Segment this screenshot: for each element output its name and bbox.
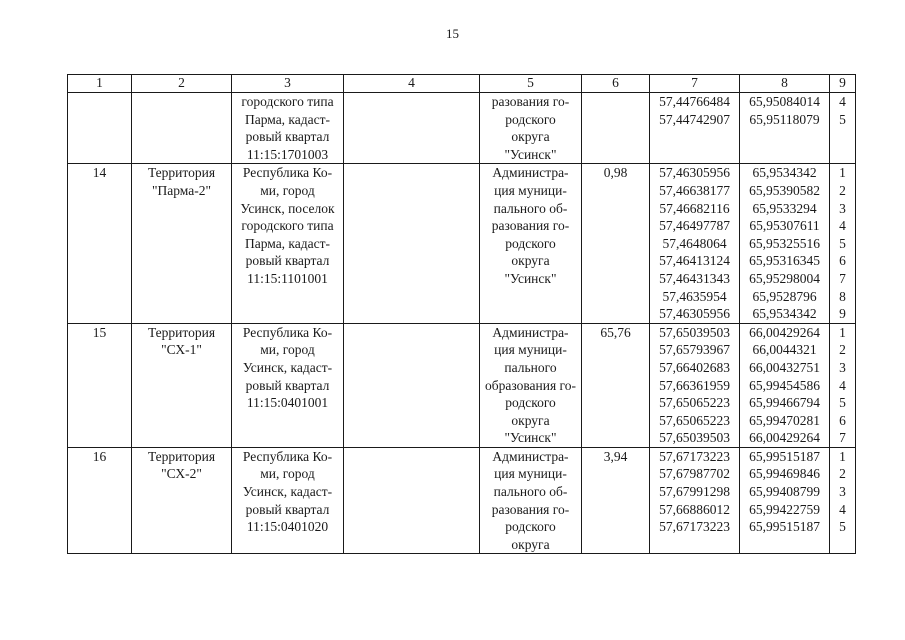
cell-line: Администра- bbox=[492, 165, 569, 181]
cell-line: "СХ-2" bbox=[161, 466, 202, 482]
cell-line: ровый квартал bbox=[245, 129, 330, 145]
area-cell: 0,98 bbox=[582, 164, 650, 323]
cell-line: 57,44766484 bbox=[659, 94, 730, 109]
cell-line: разования го- bbox=[491, 501, 570, 517]
cell-line: 65,95325516 bbox=[749, 235, 820, 251]
cell-line: 6 bbox=[839, 253, 846, 269]
owner-cell bbox=[480, 447, 582, 554]
column-header: 4 bbox=[344, 75, 480, 93]
cell-line: 65,95298004 bbox=[749, 270, 820, 286]
territory-name-cell bbox=[132, 93, 232, 164]
cell-line: округа bbox=[511, 412, 550, 428]
cell-line: Республика Ко- bbox=[242, 448, 333, 464]
x-coordinate-cell bbox=[650, 323, 740, 447]
cell-line: 65,99470281 bbox=[749, 412, 820, 428]
row-number-cell bbox=[68, 93, 132, 164]
location-cell bbox=[232, 323, 344, 447]
cell-line: 6 bbox=[839, 412, 846, 428]
cell-line: родского bbox=[505, 111, 556, 127]
cell-line: 1 bbox=[839, 165, 846, 181]
cell-line: Усинск, кадаст- bbox=[242, 484, 333, 500]
cell-line: ми, город bbox=[260, 466, 315, 482]
empty-cell bbox=[344, 164, 480, 323]
cell-line: Территория bbox=[147, 324, 216, 340]
cell-line: 65,99422759 bbox=[749, 501, 820, 517]
cell-line: Парма, кадаст- bbox=[244, 111, 331, 127]
cell-line: 57,4635954 bbox=[662, 288, 727, 304]
row-number-cell: 15 bbox=[68, 323, 132, 447]
cell-line: 11:15:0401020 bbox=[246, 519, 329, 535]
cell-line: округа bbox=[511, 253, 550, 269]
y-coordinate-cell bbox=[740, 323, 830, 447]
cell-line: 65,9534342 bbox=[752, 165, 817, 181]
cell-line: родского bbox=[505, 395, 556, 411]
cell-line: округа bbox=[511, 129, 550, 145]
table-row bbox=[68, 447, 856, 554]
table-row bbox=[68, 323, 856, 447]
cell-line: 57,65065223 bbox=[659, 395, 730, 411]
column-header: 1 bbox=[68, 75, 132, 93]
cell-line: 65,9533294 bbox=[752, 200, 817, 216]
cell-line: родского bbox=[505, 235, 556, 251]
cell-line: 65,95084014 bbox=[749, 94, 820, 109]
cell-line: "Усинск" bbox=[504, 430, 557, 446]
cell-line: 65,95316345 bbox=[749, 253, 820, 269]
cell-line: Территория bbox=[147, 165, 216, 181]
cell-line: 65,99454586 bbox=[749, 377, 820, 393]
cell-line: 66,00429264 bbox=[749, 430, 820, 446]
cell-line: Администра- bbox=[492, 448, 569, 464]
cell-line: 57,66361959 bbox=[659, 377, 730, 393]
row-number-cell: 14 bbox=[68, 164, 132, 323]
cell-line: 5 bbox=[839, 111, 846, 127]
cell-line: 3 bbox=[839, 200, 846, 216]
cell-line: 65,95390582 bbox=[749, 182, 820, 198]
cell-line: образования го- bbox=[484, 377, 577, 393]
owner-cell bbox=[480, 93, 582, 164]
cell-line: городского типа bbox=[241, 218, 334, 234]
x-coordinate-cell bbox=[650, 164, 740, 323]
cell-line: 57,67991298 bbox=[659, 484, 730, 500]
cell-line: 65,99408799 bbox=[749, 484, 820, 500]
cell-line: 57,67987702 bbox=[659, 466, 730, 482]
cell-line: 66,00432751 bbox=[749, 359, 820, 375]
cell-line: ровый квартал bbox=[245, 377, 330, 393]
cell-line: 57,66886012 bbox=[659, 501, 730, 517]
area-cell: 65,76 bbox=[582, 323, 650, 447]
cell-line: 11:15:0401001 bbox=[246, 395, 329, 411]
y-coordinate-cell bbox=[740, 447, 830, 554]
cell-line: 65,99466794 bbox=[749, 395, 820, 411]
cell-line: 5 bbox=[839, 235, 846, 251]
cell-line: 57,66402683 bbox=[659, 359, 730, 375]
header-row bbox=[68, 75, 856, 93]
cell-line: 2 bbox=[839, 466, 846, 482]
cell-line: 1 bbox=[839, 448, 846, 464]
territory-name-cell bbox=[132, 447, 232, 554]
column-header: 9 bbox=[830, 75, 856, 93]
empty-cell bbox=[344, 323, 480, 447]
column-header: 3 bbox=[232, 75, 344, 93]
cell-line: 4 bbox=[839, 501, 846, 517]
cell-line: 2 bbox=[839, 342, 846, 358]
cell-line: 57,67173223 bbox=[659, 519, 730, 535]
cell-line: 2 bbox=[839, 182, 846, 198]
cell-line: 65,99515187 bbox=[749, 448, 820, 464]
cell-line: 65,95307611 bbox=[749, 218, 820, 234]
owner-cell bbox=[480, 323, 582, 447]
cell-line: 1 bbox=[839, 324, 846, 340]
cell-line: 4 bbox=[839, 94, 846, 109]
location-cell bbox=[232, 164, 344, 323]
cell-line: пального об- bbox=[493, 484, 568, 500]
cell-line: 4 bbox=[839, 377, 846, 393]
coordinates-table bbox=[67, 74, 856, 554]
cell-line: Республика Ко- bbox=[242, 165, 333, 181]
cell-line: ровый квартал bbox=[245, 501, 330, 517]
cell-line: ция муници- bbox=[494, 182, 567, 198]
cell-line: "Усинск" bbox=[504, 270, 557, 286]
cell-line: 65,9528796 bbox=[752, 288, 817, 304]
location-cell bbox=[232, 93, 344, 164]
column-header: 6 bbox=[582, 75, 650, 93]
cell-line: "Усинск" bbox=[504, 146, 557, 162]
cell-line: 57,65039503 bbox=[659, 430, 730, 446]
column-header: 8 bbox=[740, 75, 830, 93]
cell-line: Территория bbox=[147, 448, 216, 464]
x-coordinate-cell bbox=[650, 447, 740, 554]
cell-line: 8 bbox=[839, 288, 846, 304]
cell-line: 5 bbox=[839, 519, 846, 535]
point-number-cell bbox=[830, 323, 856, 447]
owner-cell bbox=[480, 164, 582, 323]
cell-line: родского bbox=[505, 519, 556, 535]
table-row bbox=[68, 164, 856, 323]
cell-line: 7 bbox=[839, 270, 846, 286]
location-cell bbox=[232, 447, 344, 554]
cell-line: 57,46413124 bbox=[659, 253, 730, 269]
cell-line: 57,65065223 bbox=[659, 412, 730, 428]
empty-cell bbox=[344, 447, 480, 554]
cell-line: 66,00429264 bbox=[749, 324, 820, 340]
cell-line: пального об- bbox=[493, 200, 568, 216]
cell-line: округа bbox=[511, 536, 550, 552]
cell-line: пального bbox=[504, 359, 557, 375]
cell-line: 65,95118079 bbox=[749, 111, 820, 127]
cell-line: ция муници- bbox=[494, 466, 567, 482]
cell-line: 57,67173223 bbox=[659, 448, 730, 464]
x-coordinate-cell bbox=[650, 93, 740, 164]
cell-line: 57,65039503 bbox=[659, 324, 730, 340]
cell-line: 57,65793967 bbox=[659, 342, 730, 358]
cell-line: "СХ-1" bbox=[161, 342, 202, 358]
cell-line: Республика Ко- bbox=[242, 324, 333, 340]
cell-line: 57,44742907 bbox=[659, 111, 730, 127]
cell-line: Усинск, кадаст- bbox=[242, 359, 333, 375]
cell-line: 57,46431343 bbox=[659, 270, 730, 286]
cell-line: разования го- bbox=[491, 218, 570, 234]
y-coordinate-cell bbox=[740, 164, 830, 323]
cell-line: Усинск, поселок bbox=[240, 200, 335, 216]
page-number: 15 bbox=[446, 26, 459, 41]
cell-line: 57,4648064 bbox=[662, 235, 727, 251]
area-cell bbox=[582, 93, 650, 164]
cell-line: 66,0044321 bbox=[752, 342, 817, 358]
cell-line: 65,99469846 bbox=[749, 466, 820, 482]
table-row bbox=[68, 93, 856, 164]
cell-line: ция муници- bbox=[494, 342, 567, 358]
cell-line: Парма, кадаст- bbox=[244, 235, 331, 251]
cell-line: 3 bbox=[839, 359, 846, 375]
cell-line: 7 bbox=[839, 430, 846, 446]
territory-name-cell bbox=[132, 164, 232, 323]
cell-line: 65,9534342 bbox=[752, 306, 817, 322]
cell-line: ми, город bbox=[260, 182, 315, 198]
cell-line: 57,46682116 bbox=[659, 200, 730, 216]
cell-line: разования го- bbox=[491, 94, 570, 109]
cell-line: 11:15:1101001 bbox=[247, 270, 328, 286]
cell-line: 57,46638177 bbox=[659, 182, 730, 198]
column-header: 2 bbox=[132, 75, 232, 93]
column-header: 7 bbox=[650, 75, 740, 93]
territory-name-cell bbox=[132, 323, 232, 447]
row-number-cell: 16 bbox=[68, 447, 132, 554]
point-number-cell bbox=[830, 447, 856, 554]
y-coordinate-cell bbox=[740, 93, 830, 164]
cell-line: 57,46305956 bbox=[659, 306, 730, 322]
cell-line: 3 bbox=[839, 484, 846, 500]
cell-line: 4 bbox=[839, 218, 846, 234]
cell-line: 5 bbox=[839, 395, 846, 411]
cell-line: 11:15:1701003 bbox=[246, 146, 329, 162]
cell-line: 57,46497787 bbox=[659, 218, 730, 234]
cell-line: ми, город bbox=[260, 342, 315, 358]
point-number-cell bbox=[830, 93, 856, 164]
cell-line: 65,99515187 bbox=[749, 519, 820, 535]
area-cell: 3,94 bbox=[582, 447, 650, 554]
cell-line: ровый квартал bbox=[245, 253, 330, 269]
cell-line: 9 bbox=[839, 306, 846, 322]
cell-line: Администра- bbox=[492, 324, 569, 340]
point-number-cell bbox=[830, 164, 856, 323]
cell-line: городского типа bbox=[241, 94, 334, 109]
cell-line: "Парма-2" bbox=[152, 182, 211, 198]
column-header: 5 bbox=[480, 75, 582, 93]
cell-line: 57,46305956 bbox=[659, 165, 730, 181]
empty-cell bbox=[344, 93, 480, 164]
